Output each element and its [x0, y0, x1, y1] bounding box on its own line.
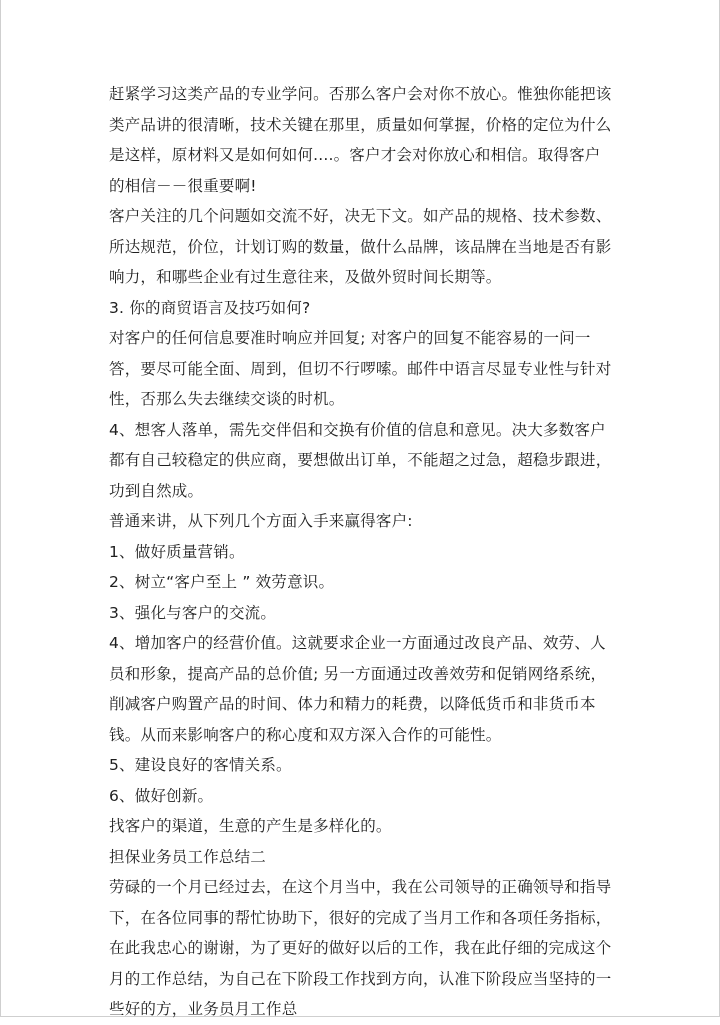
- paragraph-win-customers-intro: 普通来讲，从下列几个方面入手来赢得客户:: [109, 512, 413, 530]
- list-item-customer-value: 4、增加客户的经营价值。这就要求企业一方面通过改良产品、效劳、人员和形象，提高产品的总价值; 另一方面通过改善效劳和促销网络系统，削减客户购置产品的时间、体力和精力的耗费，以降低货币和非货币本钱。从而来影响客户的称心度和双方深入合作的可能性。: [109, 634, 607, 744]
- list-item-communication: 3、强化与客户的交流。: [109, 603, 277, 622]
- section-title-summary-two: 担保业务员工作总结二: [109, 847, 267, 866]
- paragraph-timely-response: 对客户的任何信息要准时响应并回复; 对客户的回复不能容易的一问一答，要尽可能全面、周到，但切不行啰嗦。邮件中语言尽显专业性与针对性，否那么失去继续交谈的时机。: [109, 329, 612, 408]
- list-item-innovation: 6、做好创新。: [109, 786, 214, 805]
- paragraph-customer-channels: 找客户的渠道，生意的产生是多样化的。: [109, 817, 392, 835]
- paragraph-customer-concerns: 客户关注的几个问题如交流不好，决无下文。如产品的规格、技术参数、所达规范，价位，计划订购的数量，做什么品牌，该品牌在当地是否有影响力，和哪些企业有过生意往来，及做外贸时间长期等。: [109, 207, 612, 286]
- list-item-customer-relations: 5、建设良好的客情关系。: [109, 756, 292, 774]
- paragraph-study-product-knowledge: 赶紧学习这类产品的专业学问。否那么客户会对你不放心。惟独你能把该类产品讲的很清晰，技术关键在那里，质量如何掌握，价格的定位为什么是这样，原材料又是如何如何....。客户才会对你放心和相信。取得客户的相信－－很重要啊!: [109, 85, 612, 195]
- paragraph-make-friends: 4、想客人落单，需先交伴侣和交换有价值的信息和意见。决大多数客户都有自己较稳定的供应商，要想做出订单，不能超之过急，超稳步跟进，功到自然成。: [109, 420, 612, 500]
- paragraph-monthly-summary: 劳碌的一个月已经过去，在这个月当中，我在公司领导的正确领导和指导下，在各位同事的帮忙协助下，很好的完成了当月工作和各项任务指标，在此我忠心的谢谢，为了更好的做好以后的工作，我在此仔细的完成这个月的工作总结，为自己在下阶段工作找到方向，认准下阶段应当坚持的一些好的方，业务员月工作总: [109, 878, 612, 1018]
- document-body: [109, 79, 615, 1025]
- heading-trade-language: 3. 你的商贸语言及技巧如何?: [109, 298, 311, 317]
- list-item-customer-first: 2、树立“客户至上 ” 效劳意识。: [109, 573, 335, 591]
- list-item-quality-marketing: 1、做好质量营销。: [109, 542, 245, 561]
